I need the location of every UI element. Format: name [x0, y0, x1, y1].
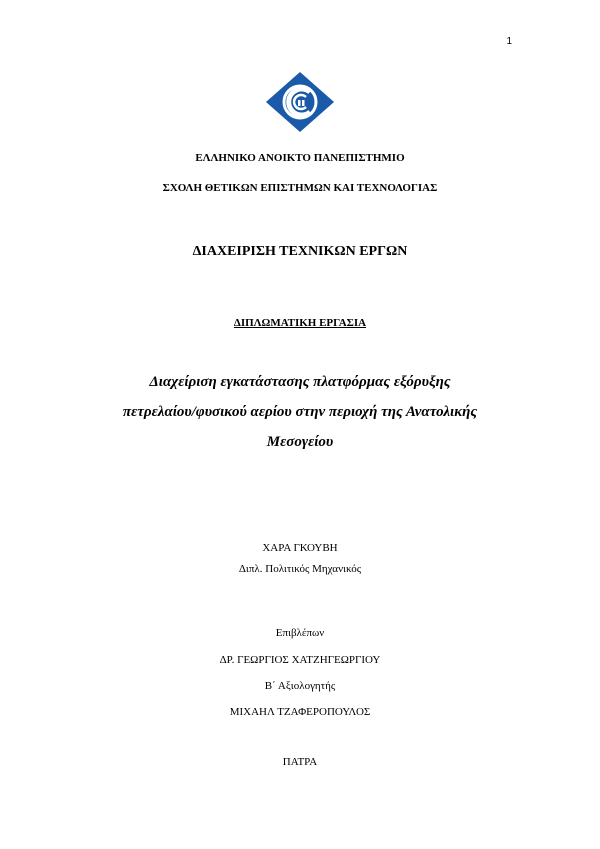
university-name: ΕΛΛΗΝΙΚΟ ΑΝΟΙΚΤΟ ΠΑΝΕΠΙΣΤΗΜΙΟ [195, 152, 405, 164]
supervisor-label: Επιβλέπων [275, 627, 325, 639]
author-degree: Διπλ. Πολιτικός Μηχανικός [238, 563, 362, 575]
thesis-title-line-3: Μεσογείου [266, 434, 334, 450]
thesis-title-line-1: Διαχείριση εγκατάστασης πλατφόρμας εξόρυξης [149, 374, 451, 390]
thesis-title-line-2: πετρελαίου/φυσικού αερίου στην περιοχή της Ανατολικής [122, 404, 478, 420]
city: ΠΑΤΡΑ [282, 756, 318, 768]
supervisor-name: ΔΡ. ΓΕΩΡΓΙΟΣ ΧΑΤΖΗΓΕΩΡΓΙΟΥ [219, 654, 381, 666]
program-name: ΔΙΑΧΕΙΡΙΣΗ ΤΕΧΝΙΚΩΝ ΕΡΓΩΝ [192, 244, 408, 259]
university-logo [266, 72, 334, 132]
author-name: ΧΑΡΑ ΓΚΟΥΒΗ [262, 542, 338, 554]
second-examiner-label: Β΄ Αξιολογητής [264, 680, 336, 692]
school-name: ΣΧΟΛΗ ΘΕΤΙΚΩΝ ΕΠΙΣΤΗΜΩΝ ΚΑΙ ΤΕΧΝΟΛΟΓΙΑΣ [162, 182, 438, 194]
page-number: 1 [506, 36, 512, 47]
second-examiner-name: ΜΙΧΑΗΛ ΤΖΑΦΕΡΟΠΟΥΛΟΣ [229, 706, 371, 718]
thesis-type: ΔΙΠΛΩΜΑΤΙΚΗ ΕΡΓΑΣΙΑ [233, 317, 367, 329]
